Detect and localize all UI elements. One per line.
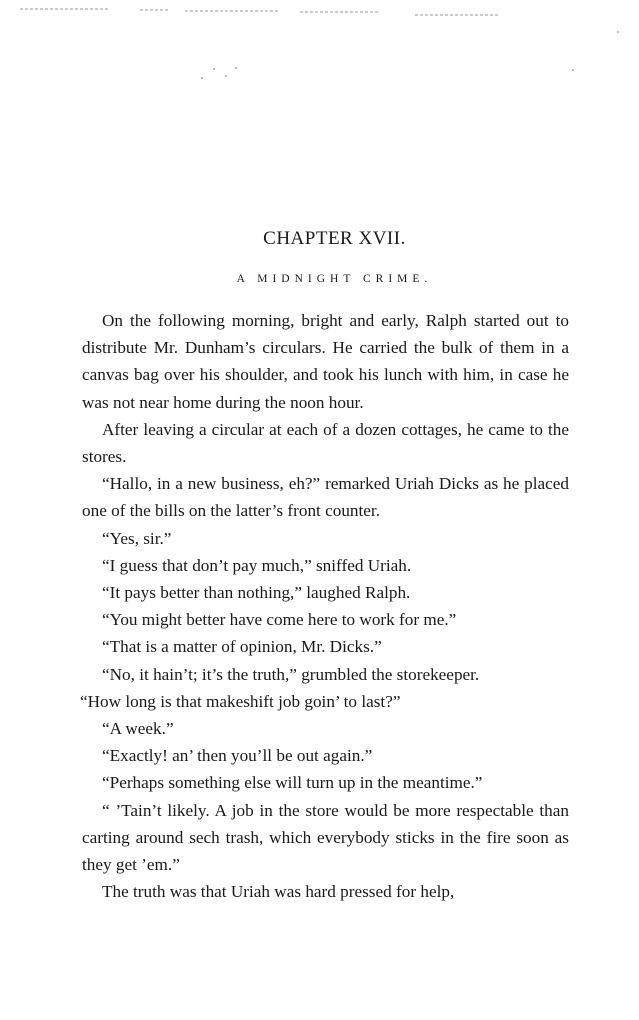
paragraph: “Perhaps something else will turn up in the meantime.”	[102, 773, 483, 793]
paragraph: “It pays better than nothing,” laughed Ralph.	[102, 583, 411, 603]
paragraph: “ ’Tain’t likely. A job in the store would be more respectable than carting around sech trash, which everybody sticks in the fire soon as they get ’em.”	[82, 800, 569, 875]
chapter-subtitle: A MIDNIGHT CRIME.	[236, 273, 433, 285]
paragraph: “That is a matter of opinion, Mr. Dicks.”	[102, 637, 382, 657]
paragraph: “A week.”	[102, 719, 174, 739]
paragraph: On the following morning, bright and early, Ralph started out to distribute Mr. Dunham’s circulars. He carried the bulk of them in a canvas bag over his shoulder, and took his lunch with him, in case he was not near home during the noon hour.	[82, 311, 569, 412]
paragraph: After leaving a circular at each of a dozen cottages, he came to the stores.	[82, 419, 569, 467]
paragraph: “How long is that makeshift job goin’ to last?”	[80, 691, 401, 711]
paragraph: “Exactly! an’ then you’ll be out again.”	[102, 746, 373, 766]
paragraph: “No, it hain’t; it’s the truth,” grumbled the storekeeper.	[102, 664, 480, 684]
paragraph: “You might better have come here to work for me.”	[102, 610, 457, 630]
paragraph: “I guess that don’t pay much,” sniffed Uriah.	[102, 555, 412, 575]
chapter-title: CHAPTER XVII.	[263, 228, 406, 249]
paragraph: “Hallo, in a new business, eh?” remarked Uriah Dicks as he placed one of the bills on the latter’s front counter.	[82, 474, 569, 521]
paragraph: The truth was that Uriah was hard pressed for help,	[102, 882, 455, 902]
chapter-body	[82, 307, 569, 905]
paragraph: “Yes, sir.”	[102, 528, 172, 548]
scan-artifacts	[0, 0, 639, 90]
